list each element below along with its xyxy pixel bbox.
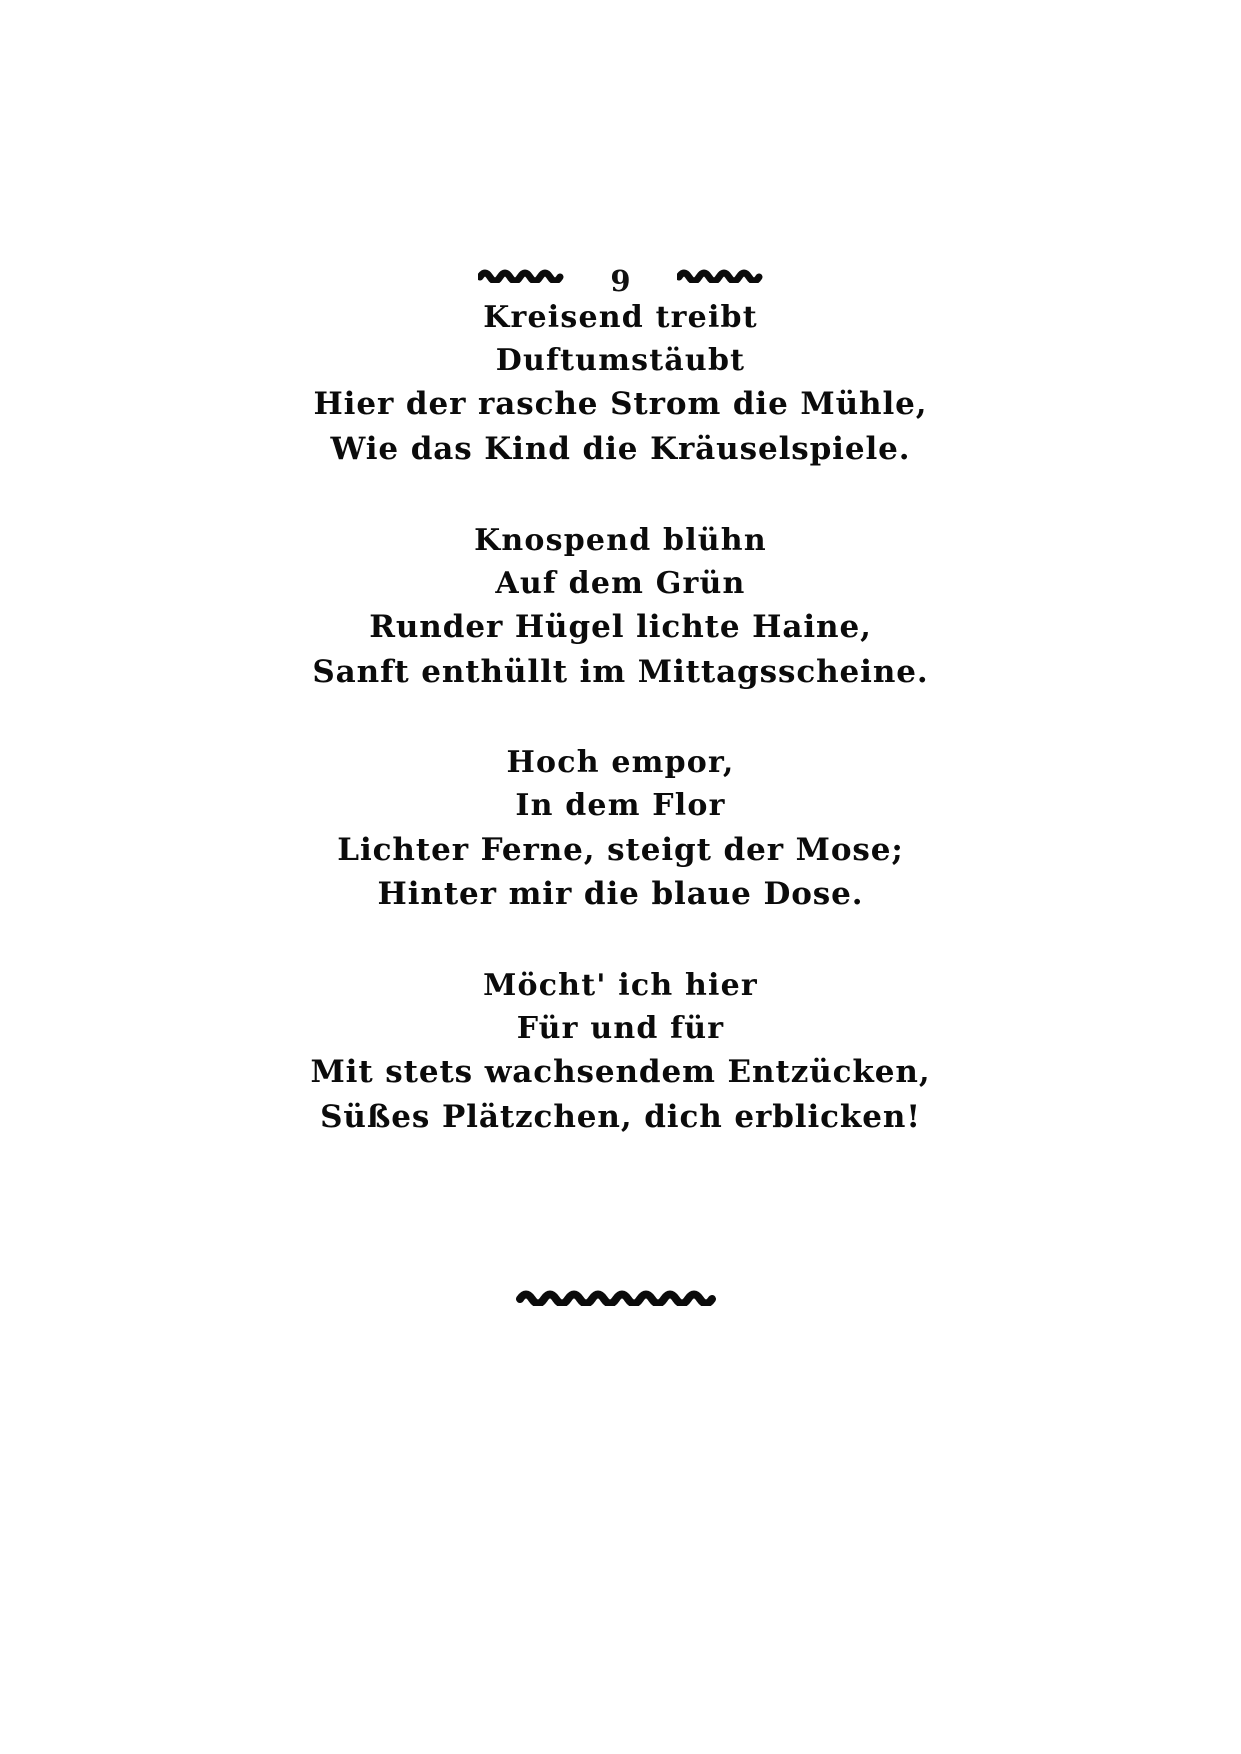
poem-line: Knospend blühn <box>474 522 767 558</box>
poem-line: Mit stets wachsendem Entzücken, <box>310 1054 931 1091</box>
poem-line: Runder Hügel lichte Haine, <box>369 609 872 645</box>
stanza <box>0 296 1241 472</box>
poem-line: Hinter mir die blaue Dose. <box>377 876 864 913</box>
footer-ornament <box>0 1288 1241 1306</box>
wavy-rule-icon <box>516 1288 726 1306</box>
poem-line: Für und für <box>516 1011 725 1047</box>
poem-line: Sanft enthüllt im Mittagsscheine. <box>312 653 929 690</box>
poem-line: Kreisend treibt <box>483 300 758 335</box>
stanza <box>0 741 1241 917</box>
poem-line: Duftumstäubt <box>495 343 746 379</box>
wavy-rule-icon <box>478 267 564 283</box>
wavy-rule-icon <box>677 267 763 283</box>
page-header <box>0 258 1241 298</box>
poem-line: Hier der rasche Strom die Mühle, <box>313 386 928 423</box>
poem-line: Süßes Plätzchen, dich erblicken! <box>320 1098 921 1135</box>
poem-body <box>0 296 1241 1140</box>
stanza <box>0 519 1241 695</box>
poem-line: Auf dem Grün <box>495 565 746 601</box>
poem-line: Wie das Kind die Kräuselspiele. <box>330 431 911 467</box>
poem-line: Hoch empor, <box>506 745 735 781</box>
page-number: 9 <box>610 264 631 298</box>
poem-line: In dem Flor <box>515 788 726 824</box>
poem-line: Möcht' ich hier <box>483 967 758 1003</box>
poem-line: Lichter Ferne, steigt der Mose; <box>337 831 904 868</box>
stanza <box>0 964 1241 1140</box>
